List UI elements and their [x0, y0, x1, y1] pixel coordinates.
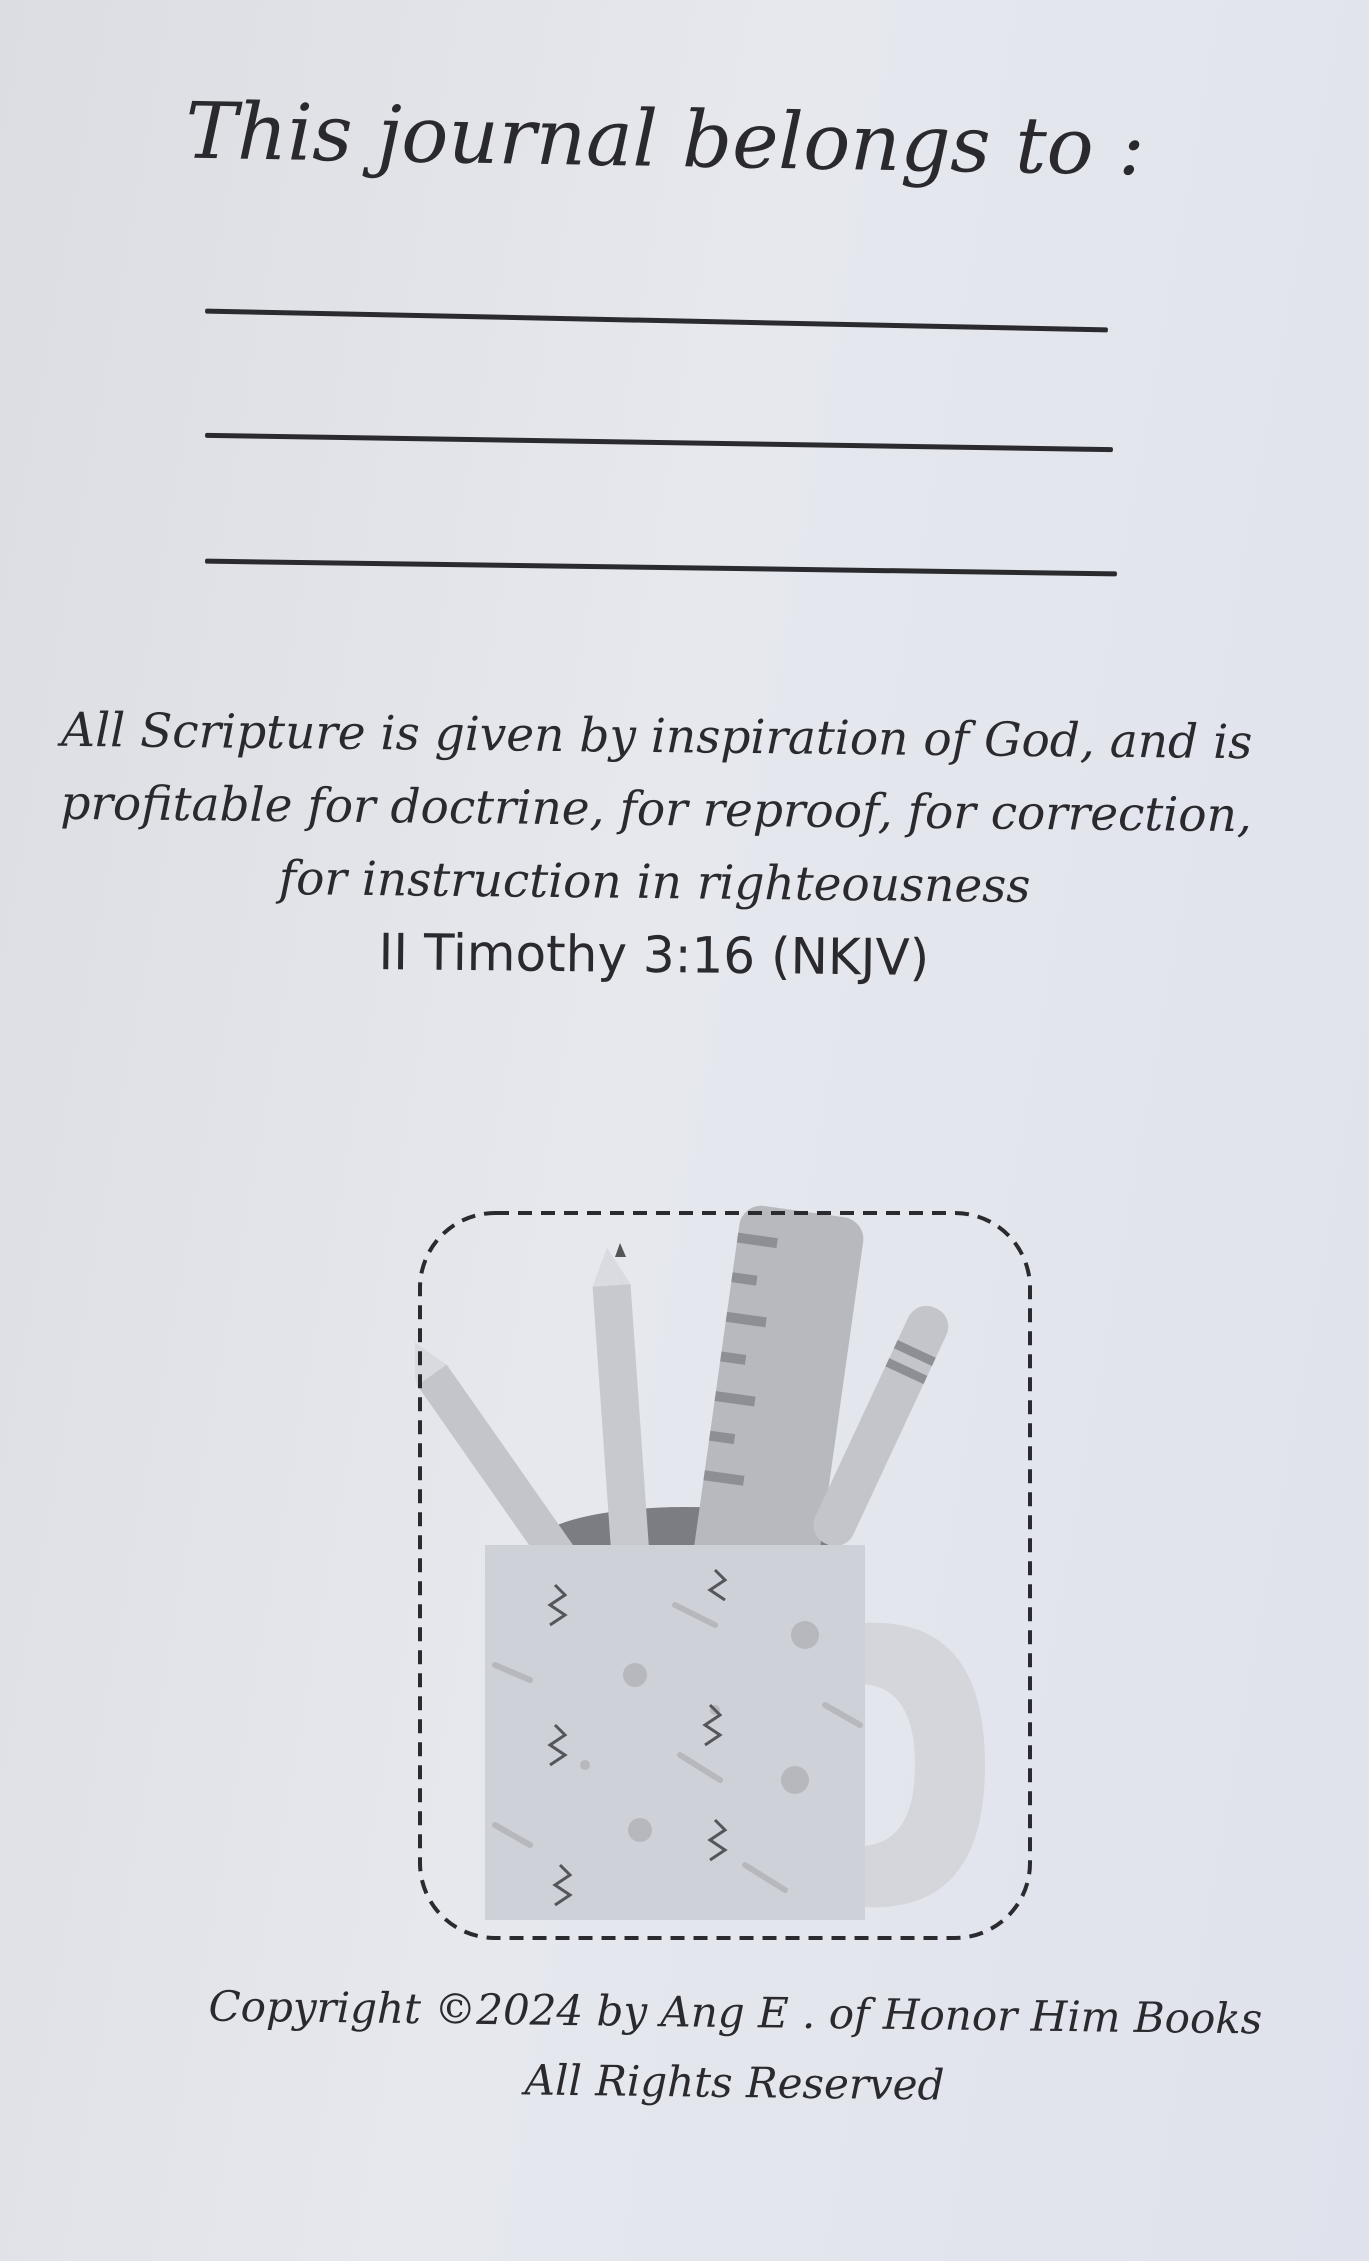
scripture-verse: [59, 694, 1252, 998]
name-write-line-1: [205, 309, 1108, 333]
name-write-line-2: [205, 433, 1113, 452]
verse-reference: II Timothy 3:16 (NKJV): [378, 923, 930, 987]
copyright-notice: [149, 1971, 1321, 2125]
page-title: This journal belongs to :: [184, 86, 1146, 194]
copyright-line: Copyright ©2024 by Ang E . of Honor Him Books: [208, 1981, 1263, 2044]
verse-line-3: for instruction in righteousness: [278, 851, 1031, 914]
rights-reserved-line: All Rights Reserved: [524, 2055, 945, 2110]
verse-line-1: All Scripture is given by inspiration of God, and is: [60, 702, 1253, 771]
pencil-cup-icon: [415, 1205, 1035, 1945]
name-write-line-3: [205, 559, 1117, 577]
verse-line-2: profitable for doctrine, for reproof, for correction,: [60, 775, 1253, 844]
